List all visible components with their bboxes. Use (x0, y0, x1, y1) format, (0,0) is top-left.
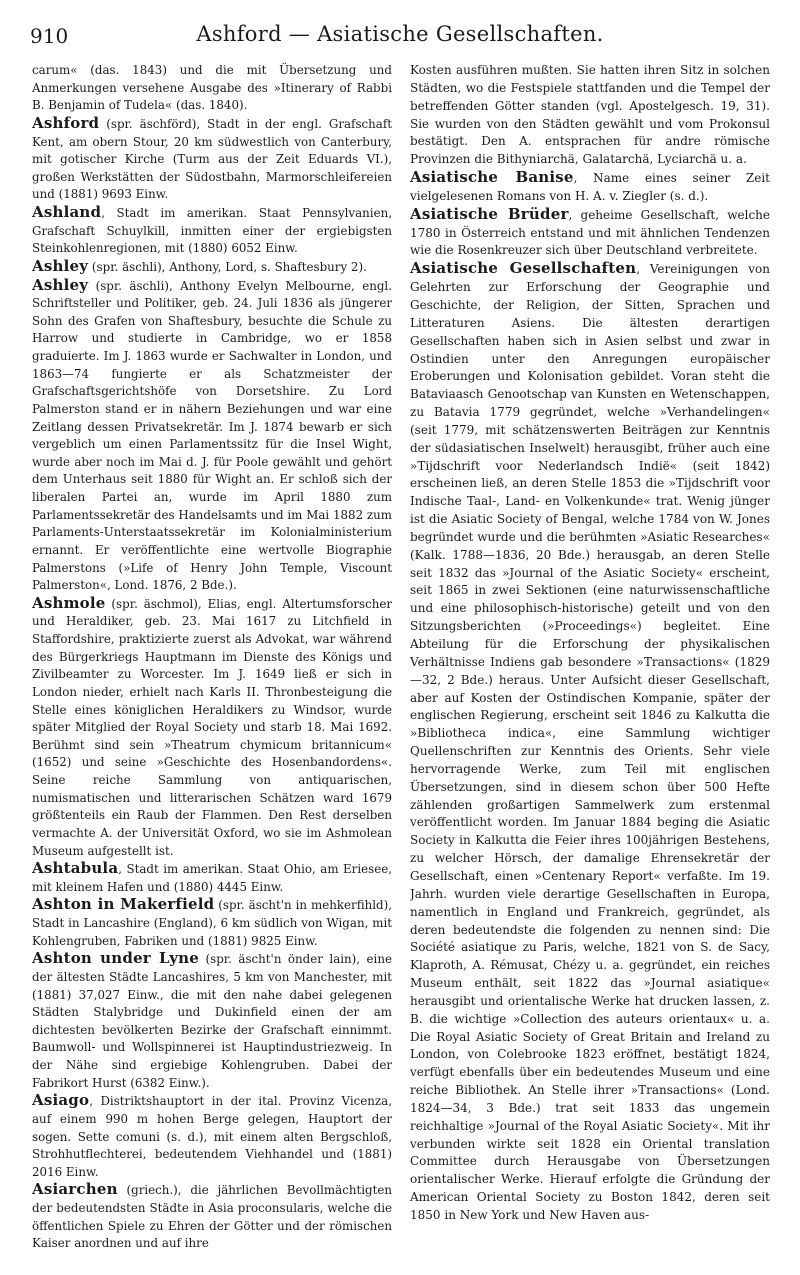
entry-text: (spr. äschli), Anthony Evelyn Melbourne, engl. Schriftsteller und Politiker, geb. 24. Juli 1836 als jüngerer Sohn des Grafen von Shaftesbury, besuchte die Schule zu Harrow und studierte in Cambridge, wo er 1858 graduierte. Im J. 1863 wurde er Sachwalter in London, und 1863—74 fungierte er als Schatzmeister der Grafschaftsgerichtshöfe von Dorsetshire. Zu Lord Palmerston stand er in nähern Beziehungen und war eine Zeitlang dessen Privatsekretär. Im J. 1874 bewarb er sich vergeblich um einen Parlamentssitz für die Insel Wight, wurde aber noch im Mai d. J. für Poole gewählt und gehört dem Unterhaus seit 1880 für Wight an. Er schloß sich der liberalen Partei an, wurde im April 1880 zum Parlamentssekretär des Handelsamts und im Mai 1882 zum Parlaments-Unterstaatssekretär im Kolonialministerium ernannt. Er veröffentlichte eine wertvolle Biographie Palmerstons (»Life of Henry John Temple, Viscount Palmerston«, Lond. 1876, 2 Bde.). (32, 278, 392, 593)
entry-text: , Stadt im amerikan. Staat Ohio, am Eriesee, mit kleinem Hafen und (1880) 4445 Einw. (32, 862, 392, 894)
entry-text: , Vereinigungen von Gelehrten zur Erforschung der Geographie und Geschichte, der Religion, der Sitten, Sprachen und Litteraturen Asiens. Die ältesten derartigen Gesellschaften haben sich in Asien selbst und zwar in Ostindien unter den Anregungen europäischer Eroberungen und Kolonisation gebildet. Voran steht die Bataviaasch Genootschap van Kunsten en Wetenschappen, zu Batavia 1779 gegründet, welche »Verhandelingen« (seit 1779, mit schätzenswerten Beiträgen zur Kenntnis der südasiatischen Inselwelt) herausgibt, früher auch eine »Tijdschrift voor Nederlandsch Indië« (seit 1842) erscheinen ließ, an deren Stelle 1853 die »Tijdschrift voor Indische Taal-, Land- en Volkenkunde« trat. Wenig jünger ist die Asiatic Society of Bengal, welche 1784 von W. Jones begründet wurde und die berühmten »Asiatic Researches« (Kalk. 1788—1836, 20 Bde.) herausgab, an deren Stelle seit 1832 das »Journal of the Asiatic Society« erscheint, seit 1865 in zwei Sektionen (eine naturwissenschaftliche und eine philosophisch-historische) geteilt und von den Sitzungsberichten (»Proceedings«) begleitet. Eine Abteilung für die Erforschung der physikalischen Verhältnisse Indiens gab besondere »Transactions« (1829—32, 2 Bde.) heraus. Unter Aufsicht dieser Gesellschaft, aber auf Kosten der Ostindischen Kompanie, später der englischen Regierung, erscheint seit 1846 zu Kalkutta die »Bibliotheca indica«, eine Sammlung wichtiger Quellenschriften zur Kenntnis des Orients. Sehr viele hervorragende Werke, zum Teil mit englischen Übersetzungen, sind in diesem schon über 500 Hefte zählenden großartigen Sammelwerk zum erstenmal veröffentlicht worden. Im Januar 1884 beging die Asiatic Society in Kalkutta die Feier ihres 100jährigen Bestehens, zu welcher Hörsch, der damalige Ehrensekretär der Gesellschaft, einen »Centenary Report« verfaßte. Im 19. Jahrh. wurden viele derartige Gesellschaften in Europa, namentlich in England und Frankreich, gegründet, als deren bedeutendste die folgenden zu nennen sind: Die Société asiatique zu Paris, welche, 1821 von S. de Sacy, Klaproth, A. Rémusat, Chézy u. a. gegründet, ein reiches Museum enthält, seit 1822 das »Journal asiatique« herausgibt und orientalische Werke hat drucken lassen, z. B. die wichtige »Collection des auteurs orientaux« u. a. Die Royal Asiatic Society of Great Britain and Ireland zu London, von Colebrooke 1823 eröffnet, bestätigt 1824, verfügt ebenfalls über ein bedeutendes Museum und eine reiche Bibliothek. An Stelle ihrer »Transactions« (Lond. 1824—34, 3 Bde.) trat seit 1833 das ungemein reichhaltige »Journal of the Royal Asiatic Society«. Mit ihr verbunden wirkte seit 1828 ein Oriental translation Committee durch Herausgabe von Übersetzungen orientalischer Werke. Hierauf erfolgte die Gründung der American Oriental Society zu Boston 1842, deren seit 1850 in New York und New Haven aus- (410, 262, 770, 1222)
entry-text: (spr. äscht'n in mehkerfihld), Stadt in Lancashire (England), 6 km südlich von Wigan, mit Kohlengruben, Fabriken und (1881) 9825 Einw. (32, 898, 392, 948)
dictionary-entry (32, 950, 392, 1092)
entry-headword: Ashley (32, 275, 89, 294)
entry-headword: Asiatische Brüder (410, 204, 569, 223)
dictionary-entry (32, 277, 392, 595)
dictionary-entry (32, 62, 392, 115)
entry-text: carum« (das. 1843) und die mit Übersetzung und Anmerkungen versehene Ausgabe des »Itinerary of Rabbi B. Benjamin of Tudela« (das. 1840). (32, 63, 392, 113)
entry-headword: Ashton under Lyne (32, 949, 200, 968)
entry-text: , Name eines seiner Zeit vielgelesenen Romans von H. A. v. Ziegler (s. d.). (410, 171, 770, 203)
entry-headword: Ashmole (32, 593, 106, 612)
dictionary-entry (32, 860, 392, 896)
entry-text: , Stadt im amerikan. Staat Pennsylvanien, Grafschaft Schuylkill, inmitten einer der ergiebigsten Steinkohlenregionen, mit (1880) 6052 Einw. (32, 206, 392, 256)
page-header (30, 22, 770, 52)
entry-text: , geheime Gesellschaft, welche 1780 in Österreich entstand und mit ähnlichen Tendenzen wie die Rosenkreuzer sich über Deutschland verbreitete. (410, 207, 770, 258)
entry-headword: Asiago (32, 1091, 90, 1110)
dictionary-entry (32, 896, 392, 950)
entry-text: Kosten ausführen mußten. Sie hatten ihren Sitz in solchen Städten, wo die Festspiele stattfanden und die Tempel der betreffenden Götter standen (vgl. Apostelgesch. 19, 31). Sie wurden von den Städten gewählt und vom Prokonsul bestätigt. Den A. entsprachen für andre römische Provinzen die Bithyniarchä, Galatarchä, Lyciarchä u. a. (410, 63, 770, 167)
dictionary-entry (32, 595, 392, 860)
dictionary-entry (410, 206, 770, 261)
entry-headword: Ashton in Makerfield (32, 895, 215, 914)
left-column (32, 62, 392, 1262)
dictionary-entry (410, 62, 770, 169)
dictionary-entry (410, 260, 770, 1225)
entry-text: (spr. äschli), Anthony, Lord, s. Shaftesbury 2). (88, 259, 367, 274)
entry-headword: Asiarchen (32, 1180, 118, 1199)
dictionary-entry (32, 1181, 392, 1253)
entry-headword: Ashford (32, 113, 100, 132)
entry-headword: Ashley (32, 256, 89, 275)
right-column (410, 62, 770, 1262)
entry-headword: Ashtabula (32, 859, 119, 878)
dictionary-entry (410, 169, 770, 206)
page-number: 910 (30, 24, 69, 48)
dictionary-entry (32, 1092, 392, 1181)
dictionary-entry (32, 258, 392, 277)
entry-text: (spr. äscht'n önder lain), eine der ältesten Städte Lancashires, 5 km von Manchester, mit (1881) 37,027 Einw., die mit den nahe dabei gelegenen Städten Stalybridge und Dukinfield einen der am dichtesten bevölkerten Bezirke der Grafschaft einnimmt. Baumwoll- und Wollspinnerei ist Hauptindustriezweig. In der Nähe sind ergiebige Kohlengruben. Dabei der Fabrikort Hurst (6382 Einw.). (32, 952, 392, 1090)
entry-headword: Asiatische Gesellschaften (410, 259, 637, 278)
dictionary-entry (32, 204, 392, 258)
entry-text: (griech.), die jährlichen Bevollmächtigten der bedeutendsten Städte in Asia proconsularis, welche die öffentlichen Spiele zu Ehren der Götter und der römischen Kaiser anordnen und auf ihre (32, 1183, 392, 1251)
dictionary-entry (32, 115, 392, 204)
entry-text: (spr. äschmol), Elias, engl. Altertumsforscher und Heraldiker, geb. 23. Mai 1617 zu Litchfield in Staffordshire, praktizierte zuerst als Advokat, war während des Bürgerkriegs Hauptmann im Dienste des Königs und Zivilbeamter zu Worcester. Im J. 1649 ließ er sich in London nieder, erhielt nach Karls II. Thronbesteigung die Stelle eines königlichen Heraldikers zu Windsor, wurde später Mitglied der Royal Society und starb 18. Mai 1692. Berühmt sind sein »Theatrum chymicum britannicum« (1652) und seine »Geschichte des Hosenbandordens«. Seine reiche Sammlung von antiquarischen, numismatischen und litterarischen Schätzen ward 1679 größtenteils ein Raub der Flammen. Den Rest derselben vermachte A. der Universität Oxford, wo sie im Ashmolean Museum aufgestellt ist. (32, 596, 392, 858)
entry-headword: Ashland (32, 203, 102, 221)
running-head: Ashford — Asiatische Gesellschaften. (196, 22, 604, 46)
entry-text: (spr. äschförd), Stadt in der engl. Grafschaft Kent, am obern Stour, 20 km südwestlich von Canterbury, mit gotischer Kirche (Turm aus der Zeit Eduards VI.), großen Werkstätten der Südostbahn, Marmorschleifereien und (1881) 9693 Einw. (32, 116, 392, 202)
entry-headword: Asiatische Banise (410, 168, 574, 187)
entry-text: , Distriktshauptort in der ital. Provinz Vicenza, auf einem 990 m hohen Berge gelegen, Hauptort der sogen. Sette comuni (s. d.), mit einem alten Bergschloß, Strohhutflechterei, bedeutendem Viehhandel und (1881) 2016 Einw. (32, 1094, 392, 1179)
